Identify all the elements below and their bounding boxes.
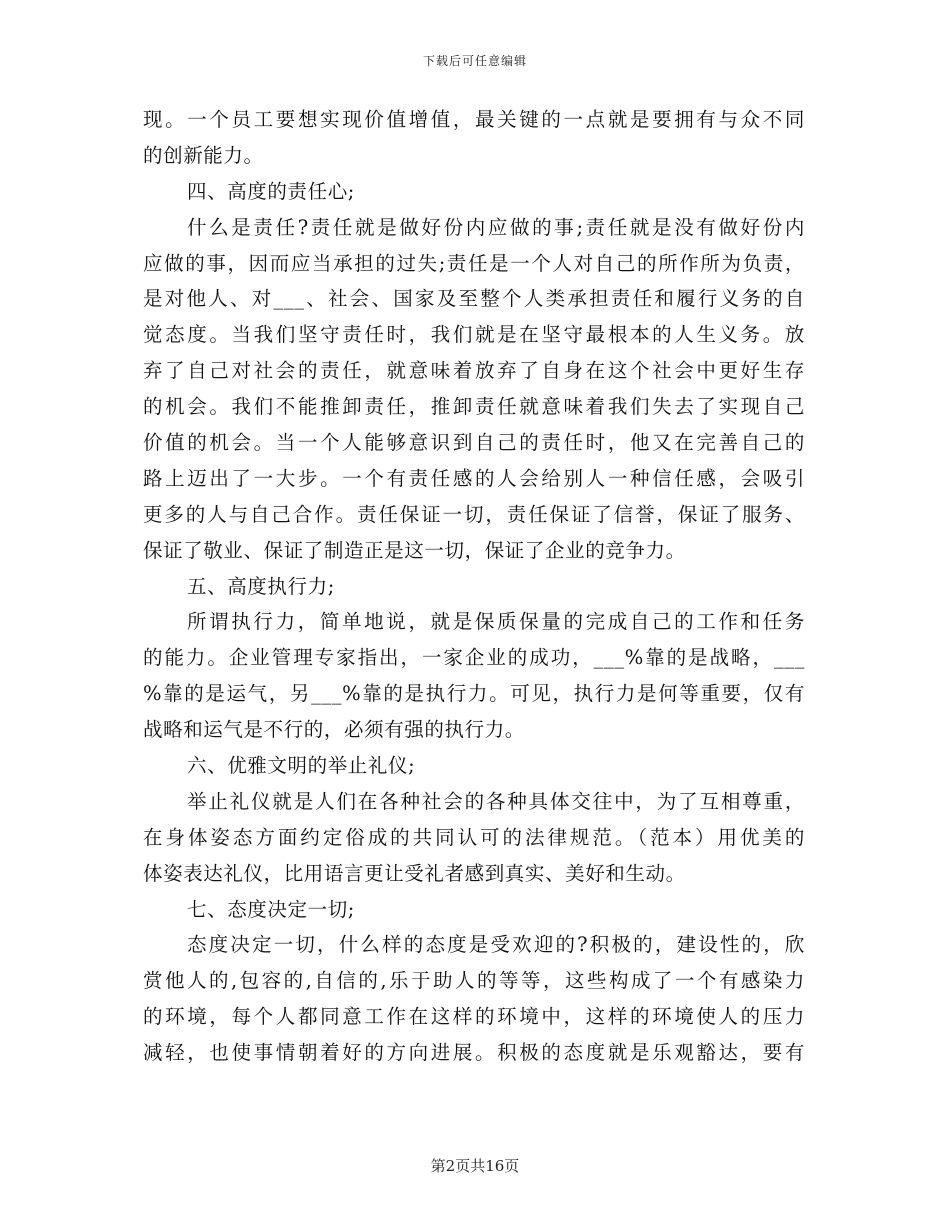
paragraph-line: 举止礼仪就是人们在各种社会的各种具体交往中，为了互相尊重，: [187, 789, 805, 813]
paragraph-line: 价值的机会。当一个人能够意识到自己的责任时，他又在完善自己的: [143, 431, 805, 455]
paragraph-line: 现。一个员工要想实现价值增值，最关键的一点就是要拥有与众不同: [143, 108, 805, 131]
paragraph-line: 觉态度。当我们坚守责任时，我们就是在坚守最根本的人生义务。放: [143, 323, 805, 347]
paragraph-line: 的创新能力。: [143, 143, 264, 167]
paragraph-line: 路上迈出了一大步。一个有责任感的人会给别人一种信任感，会吸引: [143, 466, 805, 490]
paragraph-line: 什么是责任?责任就是做好份内应做的事;责任就是没有做好份内: [187, 215, 805, 239]
paragraph-line: 减轻，也使事情朝着好的方向进展。积极的态度就是乐观豁达，要有: [143, 1041, 805, 1065]
section-heading: 七、态度决定一切;: [187, 897, 355, 921]
paragraph-line: 所谓执行力，简单地说，就是保质保量的完成自己的工作和任务: [187, 610, 805, 634]
paragraph-line: 弃了自己对社会的责任，就意味着放弃了自身在这个社会中更好生存: [143, 359, 805, 383]
paragraph-line: 态度决定一切，什么样的态度是受欢迎的?积极的，建设性的，欣: [187, 933, 805, 957]
page-header: 下载后可任意编辑: [422, 54, 527, 68]
paragraph-line: 赏他人的,包容的,自信的,乐于助人的等等，这些构成了一个有感染力: [143, 969, 805, 993]
section-heading: 四、高度的责任心;: [187, 179, 355, 203]
paragraph-line: 战略和运气是不行的，必须有强的执行力。: [143, 718, 525, 742]
document-body: [143, 102, 805, 1071]
paragraph-line: 更多的人与自己合作。责任保证一切，责任保证了信誉，保证了服务、: [143, 502, 805, 526]
paragraph-line: 的能力。企业管理专家指出，一家企业的成功，___%靠的是战略，___: [143, 646, 805, 670]
paragraph-line: 是对他人、对___、社会、国家及至整个人类承担责任和履行义务的自: [143, 287, 805, 311]
page-footer: 第2页共16页: [430, 1157, 520, 1175]
paragraph-line: 保证了敬业、保证了制造正是这一切，保证了企业的竞争力。: [143, 538, 686, 562]
section-heading: 六、优雅文明的举止礼仪;: [187, 754, 416, 778]
paragraph-line: %靠的是运气，另___%靠的是执行力。可见，执行力是何等重要，仅有: [143, 682, 805, 706]
paragraph-line: 在身体姿态方面约定俗成的共同认可的法律规范。（范本）用优美的: [143, 825, 805, 849]
paragraph-line: 的环境，每个人都同意工作在这样的环境中，这样的环境使人的压力: [143, 1005, 805, 1029]
paragraph-line: 体姿表达礼仪，比用语言更让受礼者感到真实、美好和生动。: [143, 861, 686, 885]
paragraph-line: 的机会。我们不能推卸责任，推卸责任就意味着我们失去了实现自己: [143, 395, 805, 419]
section-heading: 五、高度执行力;: [187, 574, 335, 598]
paragraph-line: 应做的事，因而应当承担的过失;责任是一个人对自己的所作所为负责，: [143, 251, 805, 275]
